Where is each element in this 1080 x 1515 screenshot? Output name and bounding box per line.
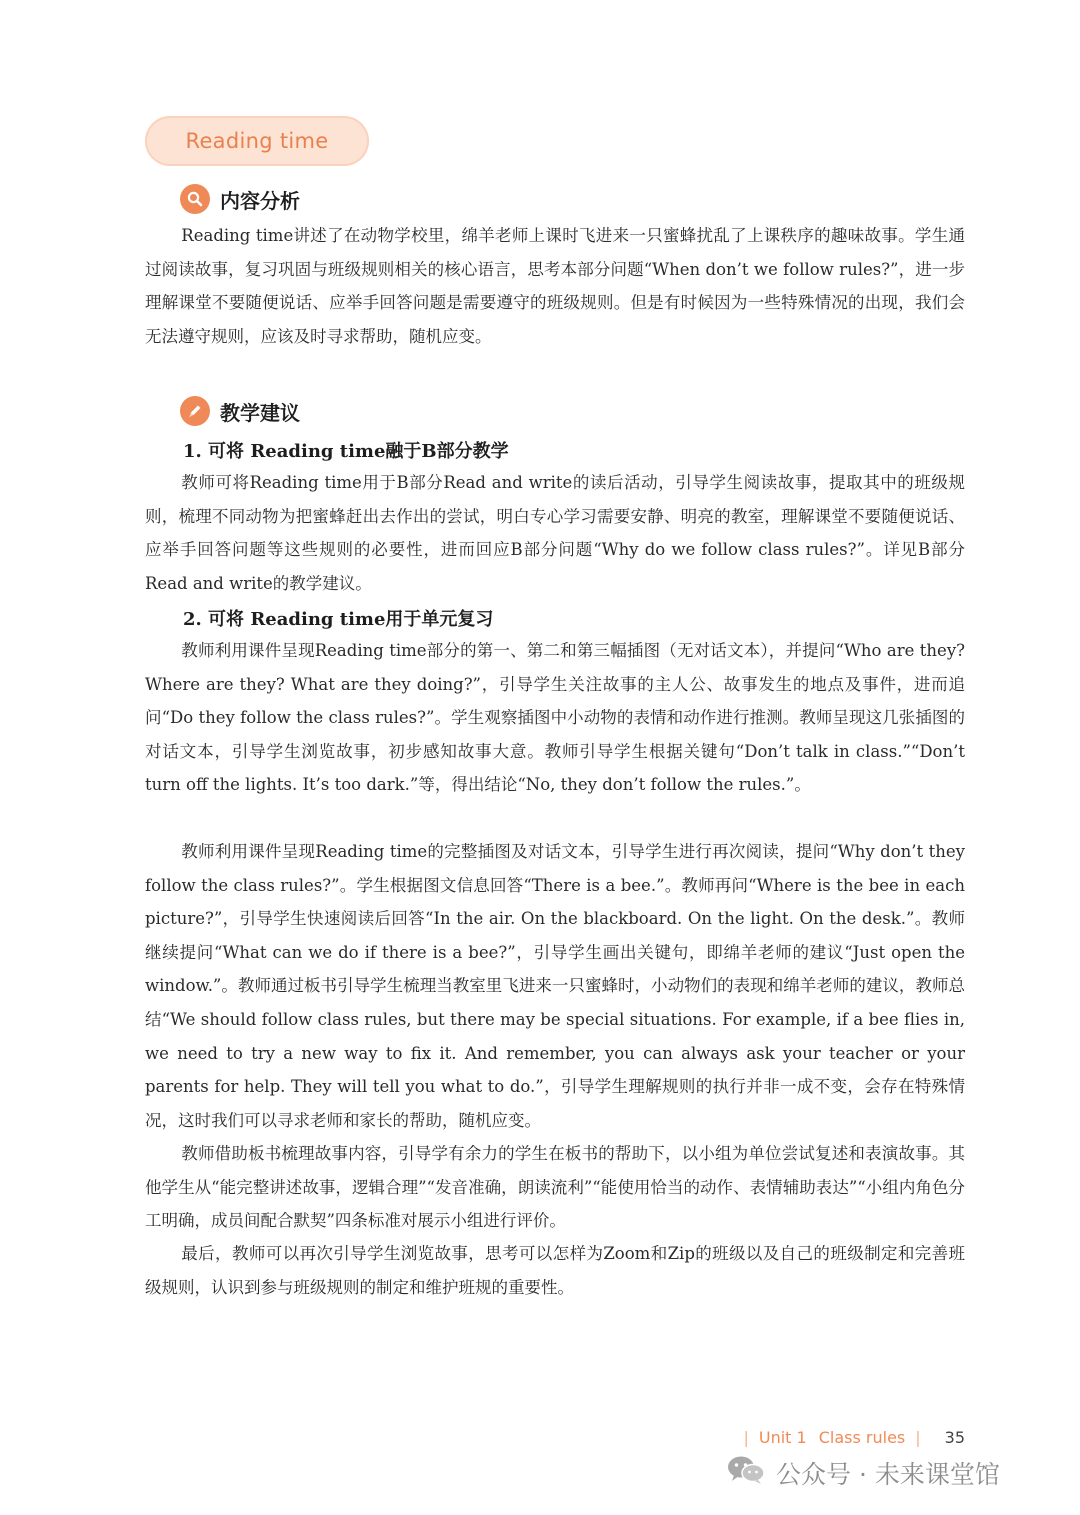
subsection-2-paragraph-2: 教师利用课件呈现Reading time的完整插图及对话文本，引导学生进行再次阅读，提问“Why don’t they follow the class rules?”。学生根据图文信息回答“There is a bee.”。教师再问“Where is the bee in each picture?”，引导学生快速阅读后回答“In the air. On the blackboard. On the light. On the desk.”。教师继续提问“What can we do if there is a bee?”，引导学生画出关键句，即绵羊老师的建议“Just open the window.”。教师通过板书引导学生梳理当教室里飞进来一只蜜蜂时，小动物们的表现和绵羊老师的建议，教师总结“We should follow class rules, but there may be special situations. For example, if a bee flies in, we need to try a new way to fix it. And remember, you can always ask your teacher or your parents for help. They will tell you what to do.”，引导学生理解规则的执行并非一成不变，会存在特殊情况，这时我们可以寻求老师和家长的帮助，随机应变。 (145, 842, 965, 1130)
wechat-icon (726, 1454, 766, 1492)
subheading-2: 2. 可将 Reading time用于单元复习 (183, 609, 494, 630)
page-footer (733, 1428, 965, 1447)
footer-unit: Unit 1 (758, 1428, 807, 1447)
suggestions-heading (180, 396, 300, 426)
subsection-2-paragraph-1: 教师利用课件呈现Reading time部分的第一、第二和第三幅插图（无对话文本），并提问“Who are they? Where are they? What are they doing?”，引导学生关注故事的主人公、故事发生的地点及事件，进而追问“Do they follow the class rules?”。学生观察插图中小动物的表情和动作进行推测。教师呈现这几张插图的对话文本，引导学生浏览故事，初步感知故事大意。教师引导学生根据关键句“Don’t talk in class.”“Don’t turn off the lights. It’s too dark.”等，得出结论“No, they don’t follow the rules.”。 (145, 641, 965, 795)
analysis-heading (180, 184, 300, 214)
watermark (726, 1454, 1000, 1492)
section-banner (145, 116, 369, 166)
analysis-paragraph: Reading time讲述了在动物学校里，绵羊老师上课时飞进来一只蜜蜂扰乱了上课秩序的趣味故事。学生通过阅读故事，复习巩固与班级规则相关的核心语言，思考本部分问题“When don’t we follow rules?”，进一步理解课堂不要随便说话、应举手回答问题是需要遵守的班级规则。但是有时候因为一些特殊情况的出现，我们会无法遵守规则，应该及时寻求帮助，随机应变。 (145, 226, 965, 346)
subsection-2-paragraph-3: 教师借助板书梳理故事内容，引导学有余力的学生在板书的帮助下，以小组为单位尝试复述和表演故事。其他学生从“能完整讲述故事，逻辑合理”“发音准确，朗读流利”“能使用恰当的动作、表情辅助表达”“小组内角色分工明确，成员间配合默契”四条标准对展示小组进行评价。 (145, 1144, 965, 1231)
analysis-title: 内容分析 (220, 188, 300, 213)
subsection-2-paragraph-4: 最后，教师可以再次引导学生浏览故事，思考可以怎样为Zoom和Zip的班级以及自己的班级制定和完善班级规则，认识到参与班级规则的制定和维护班规的重要性。 (145, 1244, 965, 1297)
magnifier-icon (180, 184, 210, 214)
subsection-1-paragraph: 教师可将Reading time用于B部分Read and write的读后活动，引导学生阅读故事，提取其中的班级规则，梳理不同动物为把蜜蜂赶出去作出的尝试，明白专心学习需要安静、明亮的教室，理解课堂不要随便说话、应举手回答问题等这些规则的必要性，进而回应B部分问题“Why do we follow class rules?”。详见B部分Read and write的教学建议。 (145, 473, 965, 593)
footer-divider: | (743, 1428, 749, 1447)
suggestions-title: 教学建议 (220, 400, 300, 425)
page-number: 35 (944, 1428, 965, 1447)
watermark-text: 公众号 · 未来课堂馆 (776, 1460, 1000, 1489)
banner-label: Reading time (185, 129, 329, 153)
subheading-1: 1. 可将 Reading time融于B部分教学 (183, 441, 509, 462)
footer-divider: | (915, 1428, 921, 1447)
footer-topic: Class rules (818, 1428, 906, 1447)
pencil-icon (180, 396, 210, 426)
